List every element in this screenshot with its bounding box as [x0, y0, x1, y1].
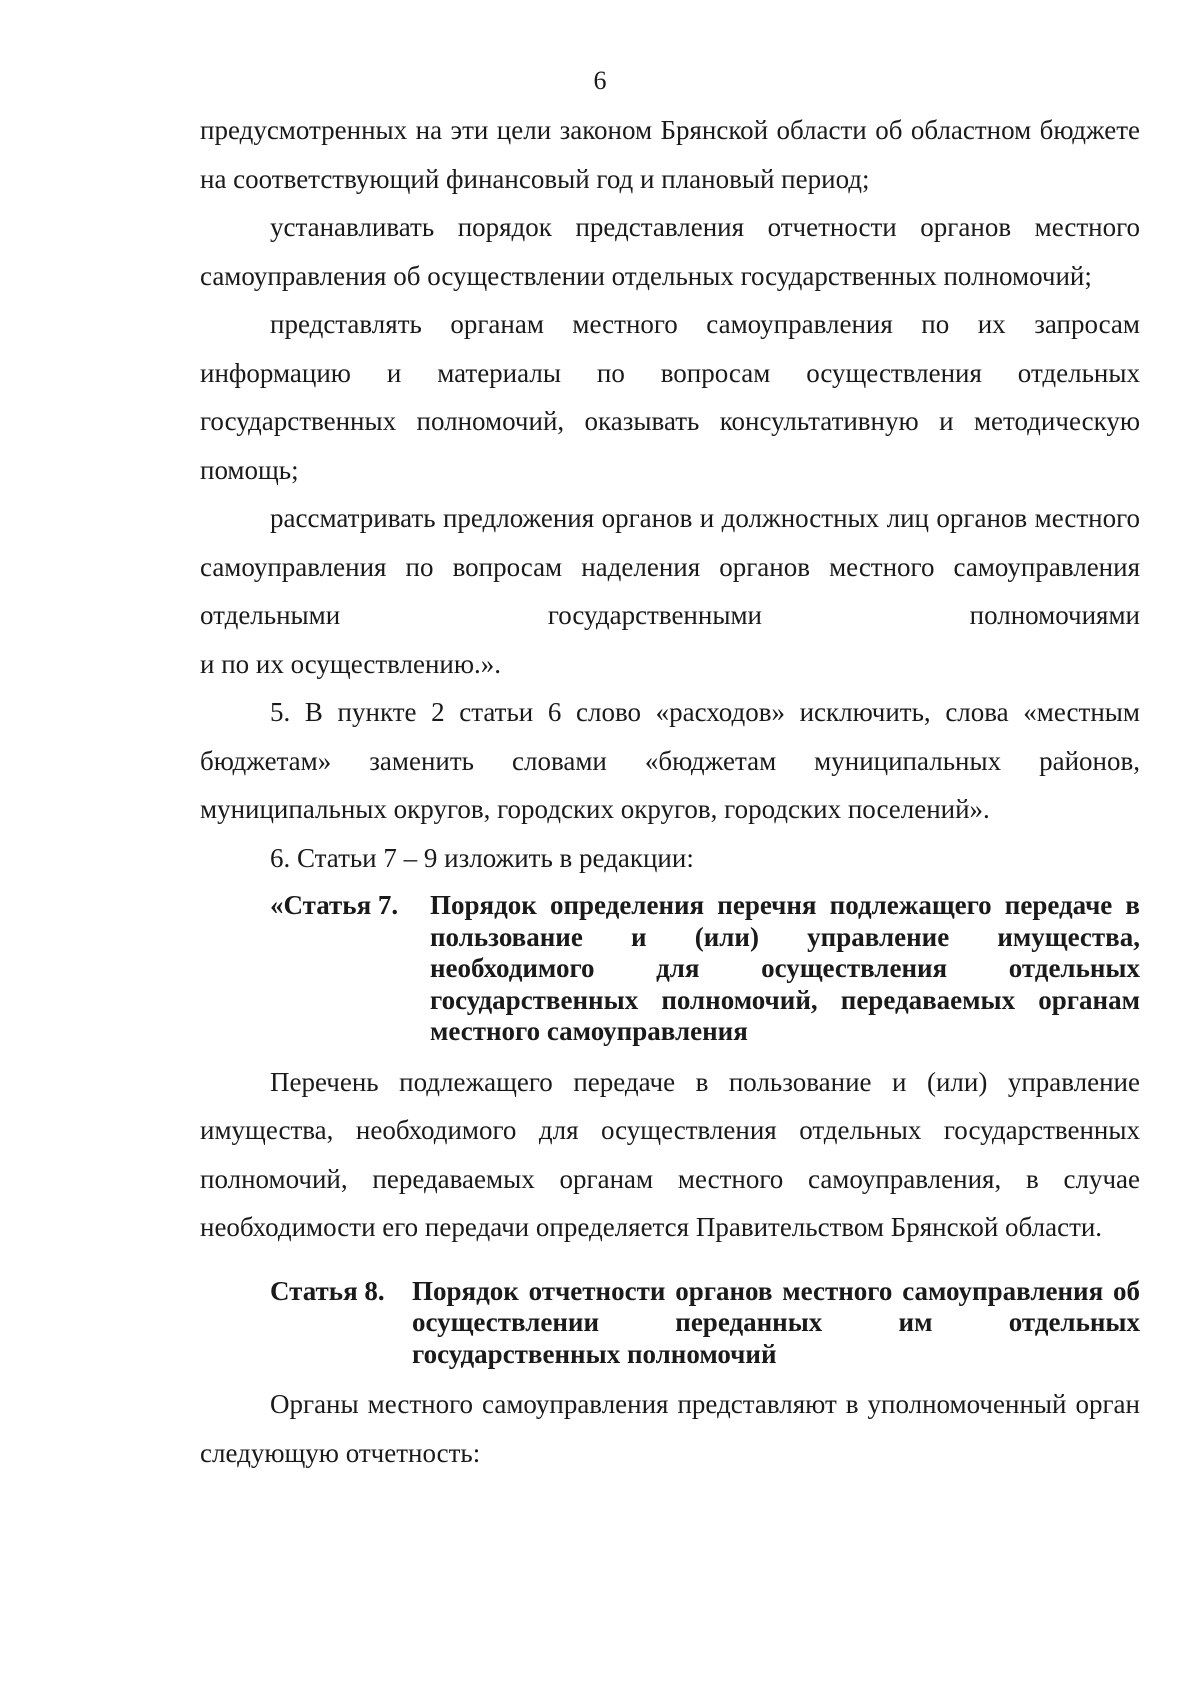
article-8-title: Порядок отчетности органов местного самоуправления об осуществлении переданных им отдельных государственных полномочий: [412, 1275, 1140, 1369]
paragraph-4: рассматривать предложения органов и должностных лиц органов местного самоуправления по вопросам наделения органов местного самоуправления отдельными государственными полномочиями: [200, 503, 1140, 630]
article-8-body: Органы местного самоуправления представляют в уполномоченный орган следующую отчетность:: [200, 1389, 1140, 1468]
article-8-number: Статья 8.: [270, 1275, 385, 1306]
document-body: [200, 106, 1140, 1477]
article-7-body: Перечень подлежащего передаче в пользование и (или) управление имущества, необходимого для осуществления отдельных государственных полномочий, передаваемых органам местного самоуправления, в случае необходимости его передачи определяется Правительством Брянской области.: [200, 1066, 1140, 1242]
paragraph-2: устанавливать порядок представления отчетности органов местного самоуправления об осуществлении отдельных государственных полномочий;: [200, 212, 1140, 291]
page-number: 6: [593, 66, 607, 95]
paragraph-4-tail: и по их осуществлению.».: [200, 648, 502, 679]
article-8-heading: [200, 1276, 1140, 1371]
article-7-title: Порядок определения перечня подлежащего передаче в пользование и (или) управление имущества, необходимого для осуществления отдельных государственных полномочий, передаваемых органам местного самоуправления: [430, 890, 1140, 1046]
article-7-heading: [200, 890, 1140, 1048]
paragraph-5: 5. В пункте 2 статьи 6 слово «расходов» исключить, слова «местным бюджетам» заменить словами «бюджетам муниципальных районов, муниципальных округов, городских округов, городских поселений».: [200, 697, 1140, 824]
paragraph-1: предусмотренных на эти цели законом Брянской области об областном бюджете на соответствующий финансовый год и плановый период;: [200, 115, 1140, 194]
paragraph-3: представлять органам местного самоуправления по их запросам информацию и материалы по вопросам осуществления отдельных государственных полномочий, оказывать консультативную и методическую помощь;: [200, 309, 1140, 485]
article-7-number: «Статья 7.: [270, 890, 399, 920]
paragraph-6: 6. Статьи 7 – 9 изложить в редакции:: [270, 842, 694, 873]
